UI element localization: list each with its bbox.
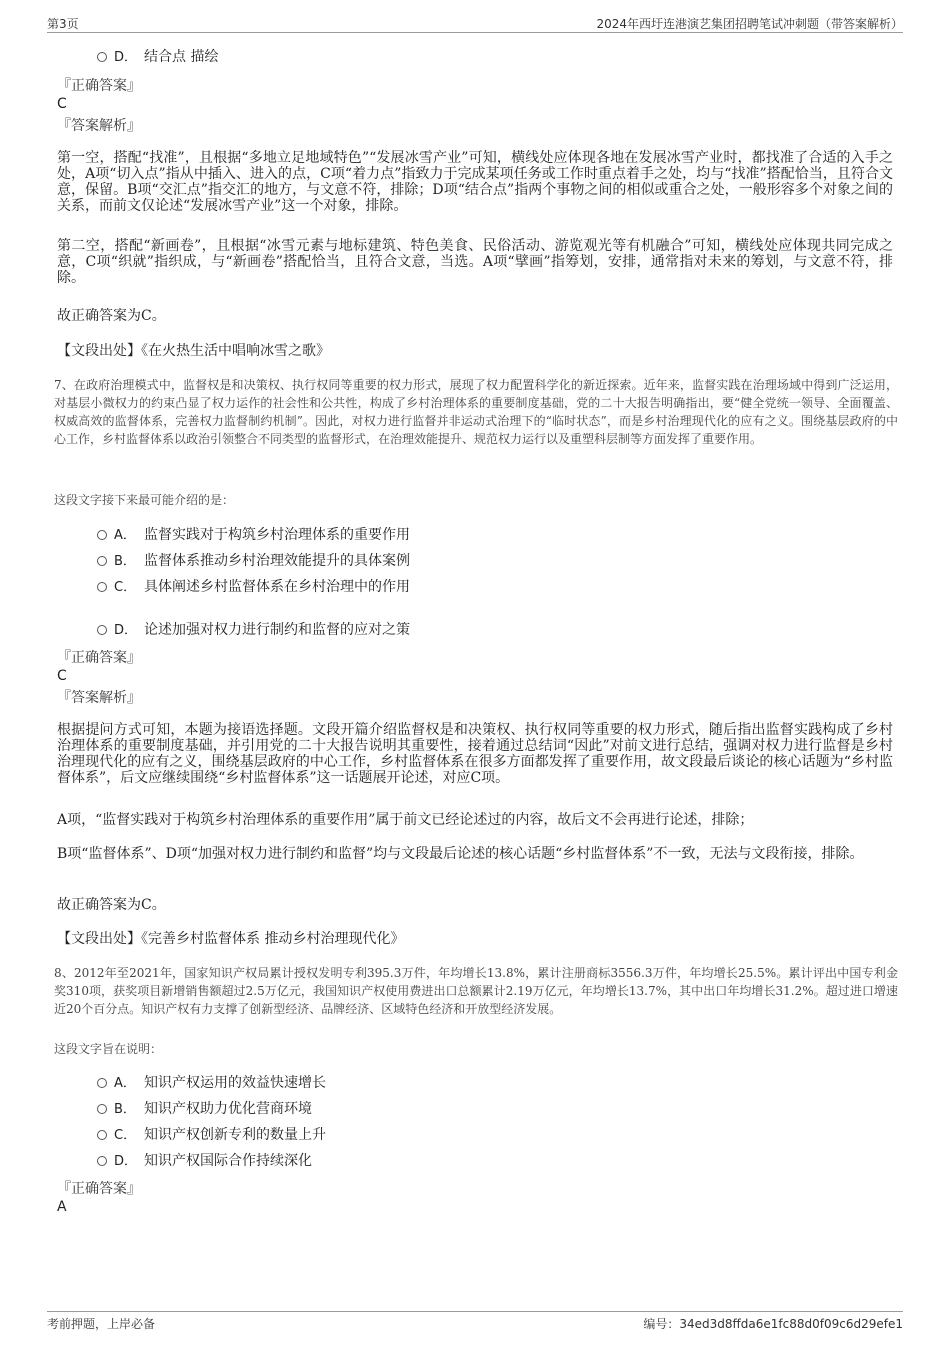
q6-answer: C bbox=[57, 96, 67, 112]
q7-prompt: 这段文字接下来最可能介绍的是： bbox=[54, 493, 235, 507]
q6-conclusion: 故正确答案为C。 bbox=[57, 308, 166, 324]
q7-analysis-para-1: 根据提问方式可知，本题为接语选择题。文段开篇介绍监督权是和决策权、执行权同等重要的权力形式，随后指出监督实践构成了乡村治理体系的重要制度基础，并引用党的二十大报告说明其重要性，接着通过总结词“因此”对前文进行总结，强调对权力进行监督是乡村治理现代化的应有之义，围绕基层政府的中心工作，乡村监督体系在很多方面都发挥了重要作用，故文段最后谈论的核心话题为“乡村监督体系”，后文应继续围绕“乡村监督体系”这一话题展开论述，对应C项。 bbox=[57, 722, 893, 786]
q7-analysis-para-3: B项“监督体系”、D项“加强对权力进行制约和监督”均与文段最后论述的核心话题“乡村监督体系”不一致，无法与文段衔接，排除。 bbox=[57, 846, 864, 862]
q6-option-d[interactable]: D． 结合点 描绘 bbox=[97, 48, 218, 67]
q7-option-d[interactable]: D． 论述加强对权力进行制约和监督的应对之策 bbox=[97, 621, 410, 640]
q6-analysis-para-2: 第二空，搭配“新画卷”，且根据“冰雪元素与地标建筑、特色美食、民俗活动、游览观光等有机融合”可知，横线处应体现共同完成之意，C项“织就”指织成，与“新画卷”搭配恰当，且符合文意，当选。A项“擘画”指筹划，安排，通常指对未来的筹划，与文意不符，排除。 bbox=[57, 238, 893, 286]
q8-text: 8、2012年至2021年，国家知识产权局累计授权发明专利395.3万件，年均增长13.8%，累计注册商标3556.3万件，年均增长25.5%。累计评出中国专利金奖310项，获奖项目新增销售额超过2.5万亿元，我国知识产权使用费进出口总额累计2.19万亿元，年均增长13.7%，其中出口年均增长31.2%。超过进口增速近20个百分点。知识产权有力支撑了创新型经济、品牌经济、区域特色经济和开放型经济发展。 bbox=[54, 966, 898, 1016]
q6-analysis-label: 『答案解析』 bbox=[57, 118, 141, 134]
q6-source: 【文段出处】《在火热生活中唱响冰雪之歌》 bbox=[57, 343, 330, 359]
radio-icon[interactable] bbox=[97, 52, 107, 62]
q8-option-b[interactable]: B． 知识产权助力优化营商环境 bbox=[97, 1100, 312, 1119]
q7-answer: C bbox=[57, 668, 67, 684]
radio-icon[interactable] bbox=[97, 625, 107, 635]
q8-option-c[interactable]: C． 知识产权创新专利的数量上升 bbox=[97, 1126, 326, 1145]
radio-icon[interactable] bbox=[97, 1104, 107, 1114]
q7-analysis-label: 『答案解析』 bbox=[57, 690, 141, 706]
q8-option-d[interactable]: D． 知识产权国际合作持续深化 bbox=[97, 1152, 312, 1171]
q6-answer-label: 『正确答案』 bbox=[57, 78, 141, 94]
page-footer bbox=[47, 1311, 903, 1332]
q7-option-a[interactable]: A． 监督实践对于构筑乡村治理体系的重要作用 bbox=[97, 526, 410, 545]
q7-answer-label: 『正确答案』 bbox=[57, 650, 141, 666]
q8-option-a[interactable]: A． 知识产权运用的效益快速增长 bbox=[97, 1074, 326, 1093]
q7-option-b[interactable]: B． 监督体系推动乡村治理效能提升的具体案例 bbox=[97, 552, 410, 571]
q8-answer: A bbox=[57, 1199, 67, 1215]
radio-icon[interactable] bbox=[97, 1130, 107, 1140]
radio-icon[interactable] bbox=[97, 1078, 107, 1088]
q7-text: 7、在政府治理模式中，监督权是和决策权、执行权同等重要的权力形式，展现了权力配置科学化的新近探索。近年来，监督实践在治理场域中得到广泛运用，对基层小微权力的约束凸显了权力运作的社会性和公共性，构成了乡村治理体系的重要制度基础，党的二十大报告明确指出，要“健全党统一领导、全面覆盖、权威高效的监督体系，完善权力监督制约机制”。因此，对权力进行监督并非运动式治理下的“临时状态”，而是乡村治理现代化的应有之义。围绕基层政府的中心工作，乡村监督体系以政治引领整合不同类型的监督形式，在治理效能提升、规范权力运行以及重塑科层制等方面发挥了重要作用。 bbox=[54, 378, 898, 446]
document-id: 编号：34ed3d8ffda6e1fc88d0f09c6d29efe1 bbox=[643, 1317, 903, 1331]
footer-slogan: 考前押题，上岸必备 bbox=[47, 1317, 156, 1331]
q7-source: 【文段出处】《完善乡村监督体系 推动乡村治理现代化》 bbox=[57, 931, 405, 947]
radio-icon[interactable] bbox=[97, 556, 107, 566]
document-title: 2024年西圩连港演艺集团招聘笔试冲刺题（带答案解析） bbox=[596, 17, 903, 31]
q7-conclusion: 故正确答案为C。 bbox=[57, 897, 166, 913]
q7-option-c[interactable]: C． 具体阐述乡村监督体系在乡村治理中的作用 bbox=[97, 578, 410, 597]
radio-icon[interactable] bbox=[97, 530, 107, 540]
q8-prompt: 这段文字旨在说明： bbox=[54, 1042, 163, 1056]
page-number: 第3页 bbox=[47, 17, 79, 31]
q7-analysis-para-2: A项，“监督实践对于构筑乡村治理体系的重要作用”属于前文已经论述过的内容，故后文不会再进行论述，排除； bbox=[57, 812, 754, 828]
page-header bbox=[47, 14, 903, 33]
radio-icon[interactable] bbox=[97, 582, 107, 592]
q8-answer-label: 『正确答案』 bbox=[57, 1181, 141, 1197]
radio-icon[interactable] bbox=[97, 1156, 107, 1166]
q6-analysis-para-1: 第一空，搭配“找准”，且根据“多地立足地域特色”“发展冰雪产业”可知，横线处应体现各地在发展冰雪产业时，都找准了合适的入手之处，A项“切入点”指从中插入、进入的点，C项“着力点”指致力于完成某项任务或工作时重点着手之处，均与“找准”搭配恰当，且符合文意，保留。B项“交汇点”指交汇的地方，与文意不符，排除；D项“结合点”指两个事物之间的相似或重合之处，一般形容多个对象之间的关系，而前文仅论述“发展冰雪产业”这一个对象，排除。 bbox=[57, 150, 893, 214]
